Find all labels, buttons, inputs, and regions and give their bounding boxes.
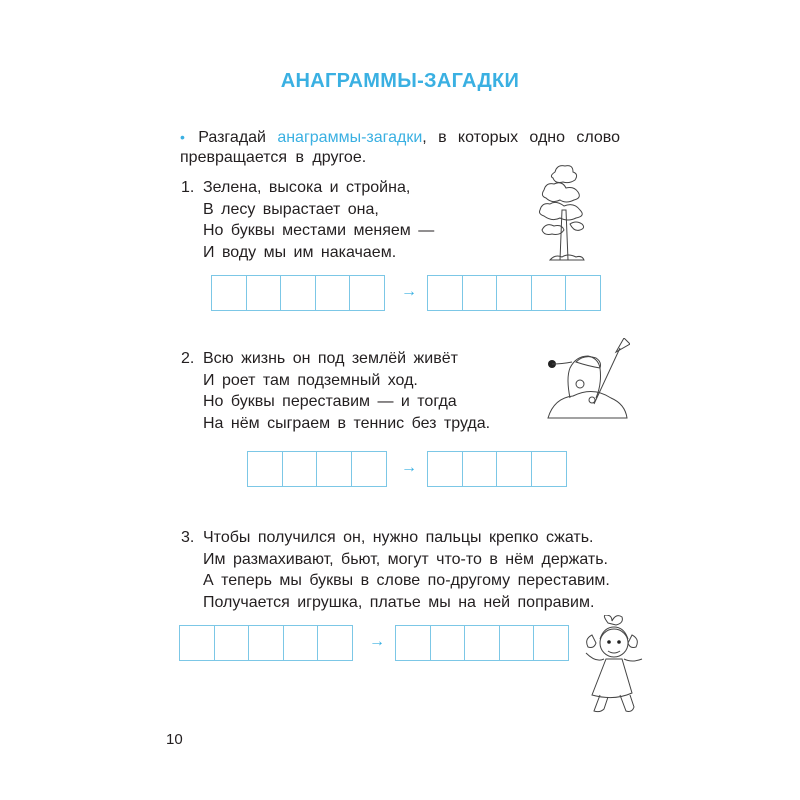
letter-box[interactable] [464, 625, 500, 661]
letter-box[interactable] [280, 275, 316, 311]
answer-boxes-1-right [427, 275, 601, 311]
letter-box[interactable] [427, 275, 463, 311]
letter-box[interactable] [248, 625, 284, 661]
riddle-line: Но буквы переставим — и тогда [203, 393, 457, 410]
letter-box[interactable] [496, 451, 532, 487]
instruction-highlight: анаграммы-загадки [277, 129, 423, 146]
letter-box[interactable] [283, 625, 319, 661]
letter-box[interactable] [315, 275, 351, 311]
riddle-number: 1. [181, 179, 195, 196]
riddle-2 [181, 348, 490, 434]
letter-box[interactable] [531, 275, 567, 311]
answer-boxes-2-left [247, 451, 387, 487]
doll-illustration [578, 615, 650, 717]
letter-box[interactable] [349, 275, 385, 311]
bullet-icon: • [180, 129, 185, 145]
letter-box[interactable] [565, 275, 601, 311]
page-number: 10 [166, 731, 183, 748]
letter-box[interactable] [395, 625, 431, 661]
riddle-line: На нём сыграем в теннис без труда. [203, 414, 491, 432]
letter-box[interactable] [214, 625, 250, 661]
riddle-line: И воду мы им накачаем. [203, 243, 397, 261]
letter-box[interactable] [462, 451, 498, 487]
letter-box[interactable] [533, 625, 569, 661]
letter-box[interactable] [179, 625, 215, 661]
letter-box[interactable] [430, 625, 466, 661]
answer-boxes-1-left [211, 275, 385, 311]
riddle-3 [181, 527, 610, 613]
riddle-line: Всю жизнь он под землёй живёт [203, 350, 458, 367]
riddle-line: А теперь мы буквы в слове по-другому переставим. [203, 572, 610, 589]
riddle-line: Получается игрушка, платье мы на ней поправим. [203, 593, 595, 611]
page-title: АНАГРАММЫ-ЗАГАДКИ [280, 70, 520, 92]
letter-box[interactable] [496, 275, 532, 311]
letter-box[interactable] [462, 275, 498, 311]
riddle-line: В лесу вырастает она, [203, 200, 379, 218]
letter-box[interactable] [211, 275, 247, 311]
letter-box[interactable] [499, 625, 535, 661]
instruction-text-end: , в которых одно слово превращается в другое. [180, 129, 620, 166]
arrow-right-icon: → [401, 283, 417, 300]
letter-box[interactable] [317, 625, 353, 661]
riddle-line: Чтобы получился он, нужно пальцы крепко сжать. [203, 529, 594, 546]
riddle-1 [181, 177, 434, 263]
riddle-line: Зелена, высока и стройна, [203, 179, 411, 196]
answer-boxes-3-right [395, 625, 569, 661]
letter-box[interactable] [531, 451, 567, 487]
arrow-right-icon: → [401, 459, 417, 476]
letter-box[interactable] [282, 451, 318, 487]
letter-box[interactable] [427, 451, 463, 487]
letter-box[interactable] [351, 451, 387, 487]
letter-box[interactable] [316, 451, 352, 487]
tree-illustration [530, 160, 600, 270]
mole-with-shovel-illustration [540, 338, 630, 428]
answer-boxes-3-left [179, 625, 353, 661]
instruction-text-start: Разгадай [198, 129, 278, 146]
letter-box[interactable] [247, 451, 283, 487]
riddle-number: 3. [181, 529, 195, 546]
riddle-line: Им размахивают, бьют, могут что-то в нём держать. [203, 550, 608, 568]
riddle-line: И роет там подземный ход. [203, 371, 418, 389]
riddle-number: 2. [181, 350, 195, 367]
letter-box[interactable] [246, 275, 282, 311]
riddle-line: Но буквы местами меняем — [203, 222, 435, 239]
arrow-right-icon: → [369, 633, 385, 650]
answer-boxes-2-right [427, 451, 567, 487]
